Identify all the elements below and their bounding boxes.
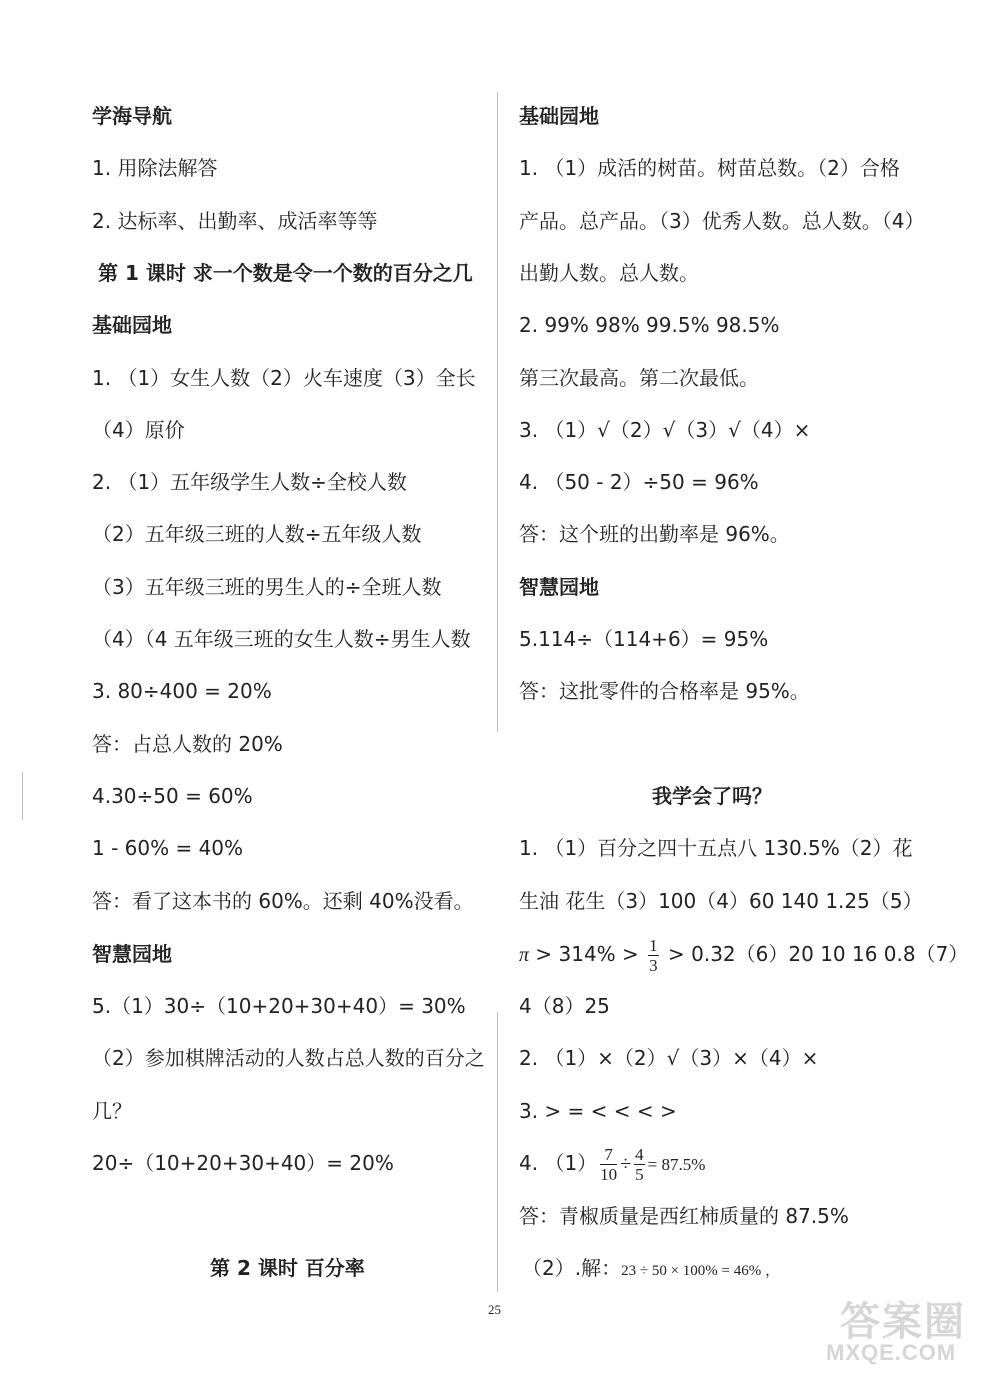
answer-q1c bbox=[519, 936, 968, 975]
fraction-denominator: 3 bbox=[649, 956, 658, 975]
answer-r5: 5.114÷（114+6）= 95% bbox=[519, 627, 769, 651]
answer-b1: 1. （1）女生人数（2）火车速度（3）全长 bbox=[92, 366, 476, 390]
answer-q1a: 1. （1）百分之四十五点八 130.5%（2）花 bbox=[519, 836, 913, 860]
answer-q4 bbox=[519, 1143, 705, 1185]
answer-q2: 2. （1）×（2）√（3）×（4）× bbox=[519, 1046, 819, 1070]
answer-w5-3: 20÷（10+20+30+40）= 20% bbox=[92, 1151, 394, 1175]
nav-item-2: 2. 达标率、出勤率、成活率等等 bbox=[92, 209, 378, 233]
fraction-denominator: 10 bbox=[600, 1165, 618, 1184]
fraction-numerator: 1 bbox=[649, 936, 658, 955]
answer-r3: 3. （1）√（2）√（3）√（4）× bbox=[519, 418, 811, 442]
answer-b3: 3. 80÷400 = 20% bbox=[92, 679, 272, 703]
nav-heading: 学海导航 bbox=[92, 104, 172, 128]
answer-r1b: 产品。总产品。（3）优秀人数。总人数。（4） bbox=[519, 209, 925, 233]
pi-symbol: π bbox=[519, 944, 530, 966]
answer-b1-cont: （4）原价 bbox=[92, 418, 185, 442]
answer-r5-reply: 答：这批零件的合格率是 95%。 bbox=[519, 679, 810, 703]
q1c-part-b: > 0.32（6）20 10 16 0.8（7） bbox=[661, 942, 969, 966]
review-title: 我学会了吗？ bbox=[652, 784, 772, 808]
q4-result: = 87.5% bbox=[647, 1155, 706, 1174]
q4-2-expression: 23 ÷ 50 × 100% = 46% ， bbox=[621, 1263, 780, 1279]
answer-w5-2b: 几？ bbox=[92, 1099, 132, 1123]
basic-heading-right: 基础园地 bbox=[519, 104, 599, 128]
watermark-text: 答案圈 bbox=[840, 1300, 966, 1344]
answer-r2b: 第三次最高。第二次最低。 bbox=[519, 366, 759, 390]
answer-q4-reply: 答：青椒质量是西红柿质量的 87.5% bbox=[519, 1204, 849, 1228]
basic-heading-left: 基础园地 bbox=[92, 313, 172, 337]
answer-b3-reply: 答：占总人数的 20% bbox=[92, 732, 283, 756]
answer-b4-2: 1 - 60% = 40% bbox=[92, 836, 244, 860]
page-number: 25 bbox=[488, 1302, 501, 1317]
wisdom-heading-left: 智慧园地 bbox=[92, 942, 172, 966]
wisdom-heading-right: 智慧园地 bbox=[519, 575, 599, 599]
answer-q1b: 生油 花生（3）100（4）60 140 1.25（5） bbox=[519, 889, 923, 913]
fraction-numerator: 7 bbox=[600, 1145, 617, 1165]
answer-r1a: 1. （1）成活的树苗。树苗总数。（2）合格 bbox=[519, 156, 900, 180]
q1c-part-a: > 314% > bbox=[529, 942, 646, 966]
answer-w5: 5.（1）30÷（10+20+30+40）= 30% bbox=[92, 994, 466, 1018]
q4-prefix: 4. （1） bbox=[519, 1151, 598, 1175]
answer-r4-reply: 答：这个班的出勤率是 96%。 bbox=[519, 522, 790, 546]
fraction-one-third bbox=[648, 936, 659, 975]
divide-sign: ÷ bbox=[620, 1153, 632, 1175]
fraction-denominator: 5 bbox=[635, 1165, 644, 1184]
answer-b2-2: （2）五年级三班的人数÷五年级人数 bbox=[92, 522, 422, 546]
answer-b2-3: （3）五年级三班的男生人的÷全班人数 bbox=[92, 575, 442, 599]
watermark-url: MXQE.COM bbox=[826, 1340, 957, 1365]
answer-r1c: 出勤人数。总人数。 bbox=[519, 261, 699, 285]
answer-r4: 4. （50 - 2）÷50 = 96% bbox=[519, 470, 759, 494]
answer-w5-2a: （2）参加棋牌活动的人数占总人数的百分之 bbox=[92, 1046, 485, 1070]
watermark bbox=[826, 1290, 996, 1370]
answer-b2: 2. （1）五年级学生人数÷全校人数 bbox=[92, 470, 407, 494]
nav-item-1: 1. 用除法解答 bbox=[92, 156, 218, 180]
answer-b2-4: （4）（4 五年级三班的女生人数÷男生人数 bbox=[92, 627, 471, 651]
column-divider-top bbox=[497, 92, 498, 732]
column-divider-bottom bbox=[497, 1012, 498, 1292]
answer-q1d: 4（8）25 bbox=[519, 994, 610, 1018]
answer-b4: 4.30÷50 = 60% bbox=[92, 784, 253, 808]
margin-mark bbox=[22, 772, 23, 820]
answer-b4-reply: 答：看了这本书的 60%。还剩 40%没看。 bbox=[92, 889, 474, 913]
lesson-2-title: 第 2 课时 百分率 bbox=[210, 1256, 365, 1280]
fraction-four-fifths bbox=[634, 1145, 645, 1184]
answer-r2: 2. 99% 98% 99.5% 98.5% bbox=[519, 313, 780, 337]
lesson-1-title: 第 1 课时 求一个数是令一个数的百分之几 bbox=[98, 261, 473, 285]
answer-q4-2 bbox=[522, 1254, 780, 1285]
q4-2-prefix: （2）.解： bbox=[522, 1256, 622, 1280]
fraction-seven-tenths bbox=[600, 1145, 617, 1184]
answer-q3: 3. > = < < < > bbox=[519, 1099, 677, 1123]
fraction-numerator: 4 bbox=[635, 1145, 644, 1164]
